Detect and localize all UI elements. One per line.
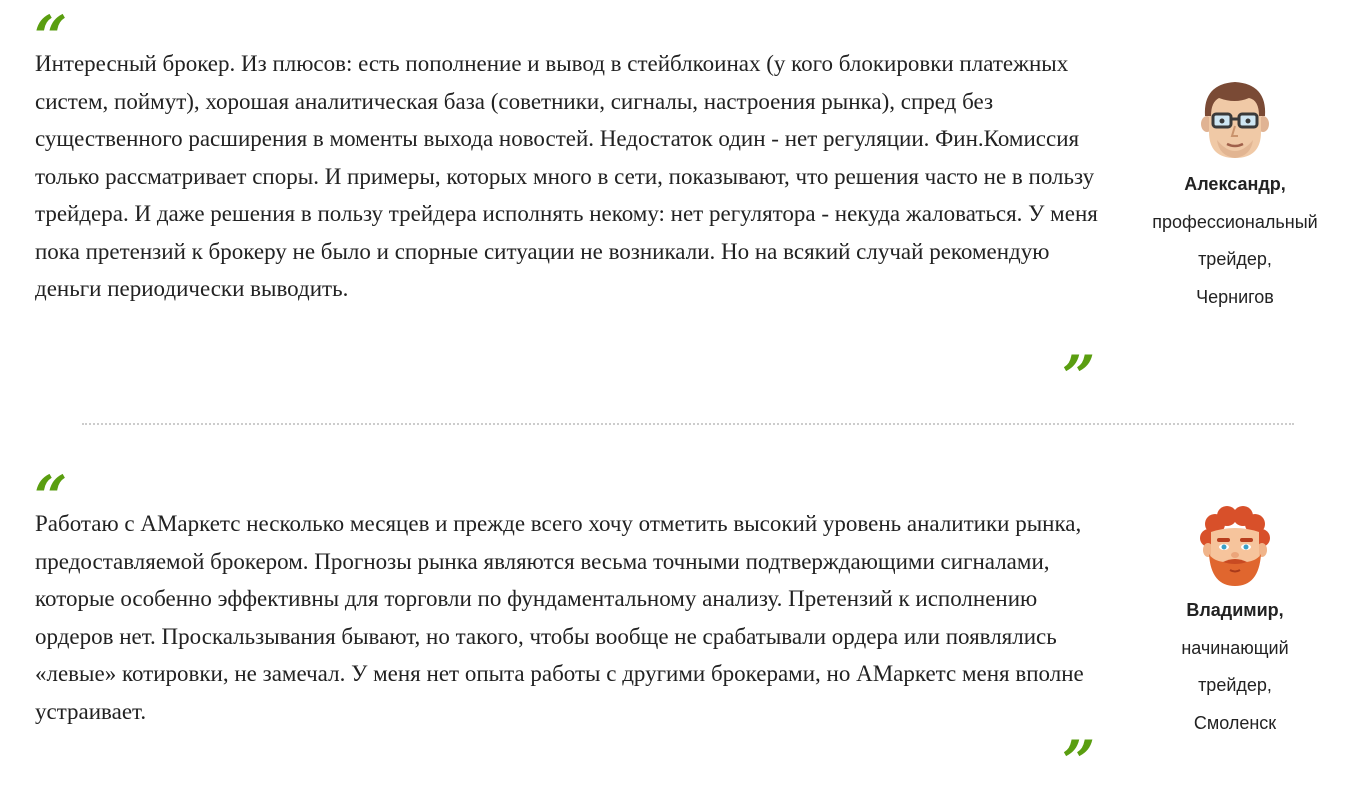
author-role-suffix: трейдер, xyxy=(1198,675,1272,695)
open-quote-icon: “ xyxy=(34,463,68,531)
review-card-2 xyxy=(0,460,1354,796)
close-quote-icon: ” xyxy=(1062,728,1096,796)
review-author xyxy=(1135,504,1335,742)
open-quote-icon: “ xyxy=(34,3,68,71)
author-role: профессиональный xyxy=(1152,211,1318,232)
author-city: Чернигов xyxy=(1196,286,1274,307)
man-glasses-avatar-icon xyxy=(1193,78,1277,162)
author-role-suffix: трейдер, xyxy=(1198,249,1272,269)
review-text: Интересный брокер. Из плюсов: есть пополнение и вывод в стейблкоинах (у кого блокировки платежных систем, поймут), хорошая аналитическая база (советники, сигналы, настроения рынка), спред без существенного расширения в моменты выхода новостей. Недостаток один - нет регуляции. Фин.Комиссия только рассматривает споры. И примеры, которых много в сети, показывают, что решения часто не в пользу трейдера. И даже решения в пользу трейдера исполнять некому: нет регулятора - некуда жаловаться. У меня пока претензий к брокеру не было и спорные ситуации не возникали. Но на всякий случай рекомендую деньги периодически выводить. xyxy=(35,51,1098,301)
review-divider xyxy=(82,423,1294,425)
review-author xyxy=(1135,78,1335,316)
redhead-man-avatar-icon xyxy=(1193,504,1277,588)
author-role: начинающий xyxy=(1181,637,1289,658)
close-quote-icon: ” xyxy=(1062,343,1096,411)
author-name: Александр, xyxy=(1184,174,1286,194)
review-text: Работаю с АМаркетс несколько месяцев и прежде всего хочу отметить высокий уровень аналитики рынка, предоставляемой брокером. Прогнозы рынка являются весьма точными подтверждающими сигналами, которые особенно эффективны для торговли по фундаментальному анализу. Претензий к исполнению ордеров нет. Проскальзывания бывают, но такого, чтобы вообще не срабатывали ордера или появлялись «левые» котировки, не замечал. У меня нет опыта работы с другими брокерами, но АМаркетс меня вполне устраивает. xyxy=(35,511,1084,724)
author-name: Владимир, xyxy=(1186,600,1284,620)
author-city: Смоленск xyxy=(1193,712,1277,733)
